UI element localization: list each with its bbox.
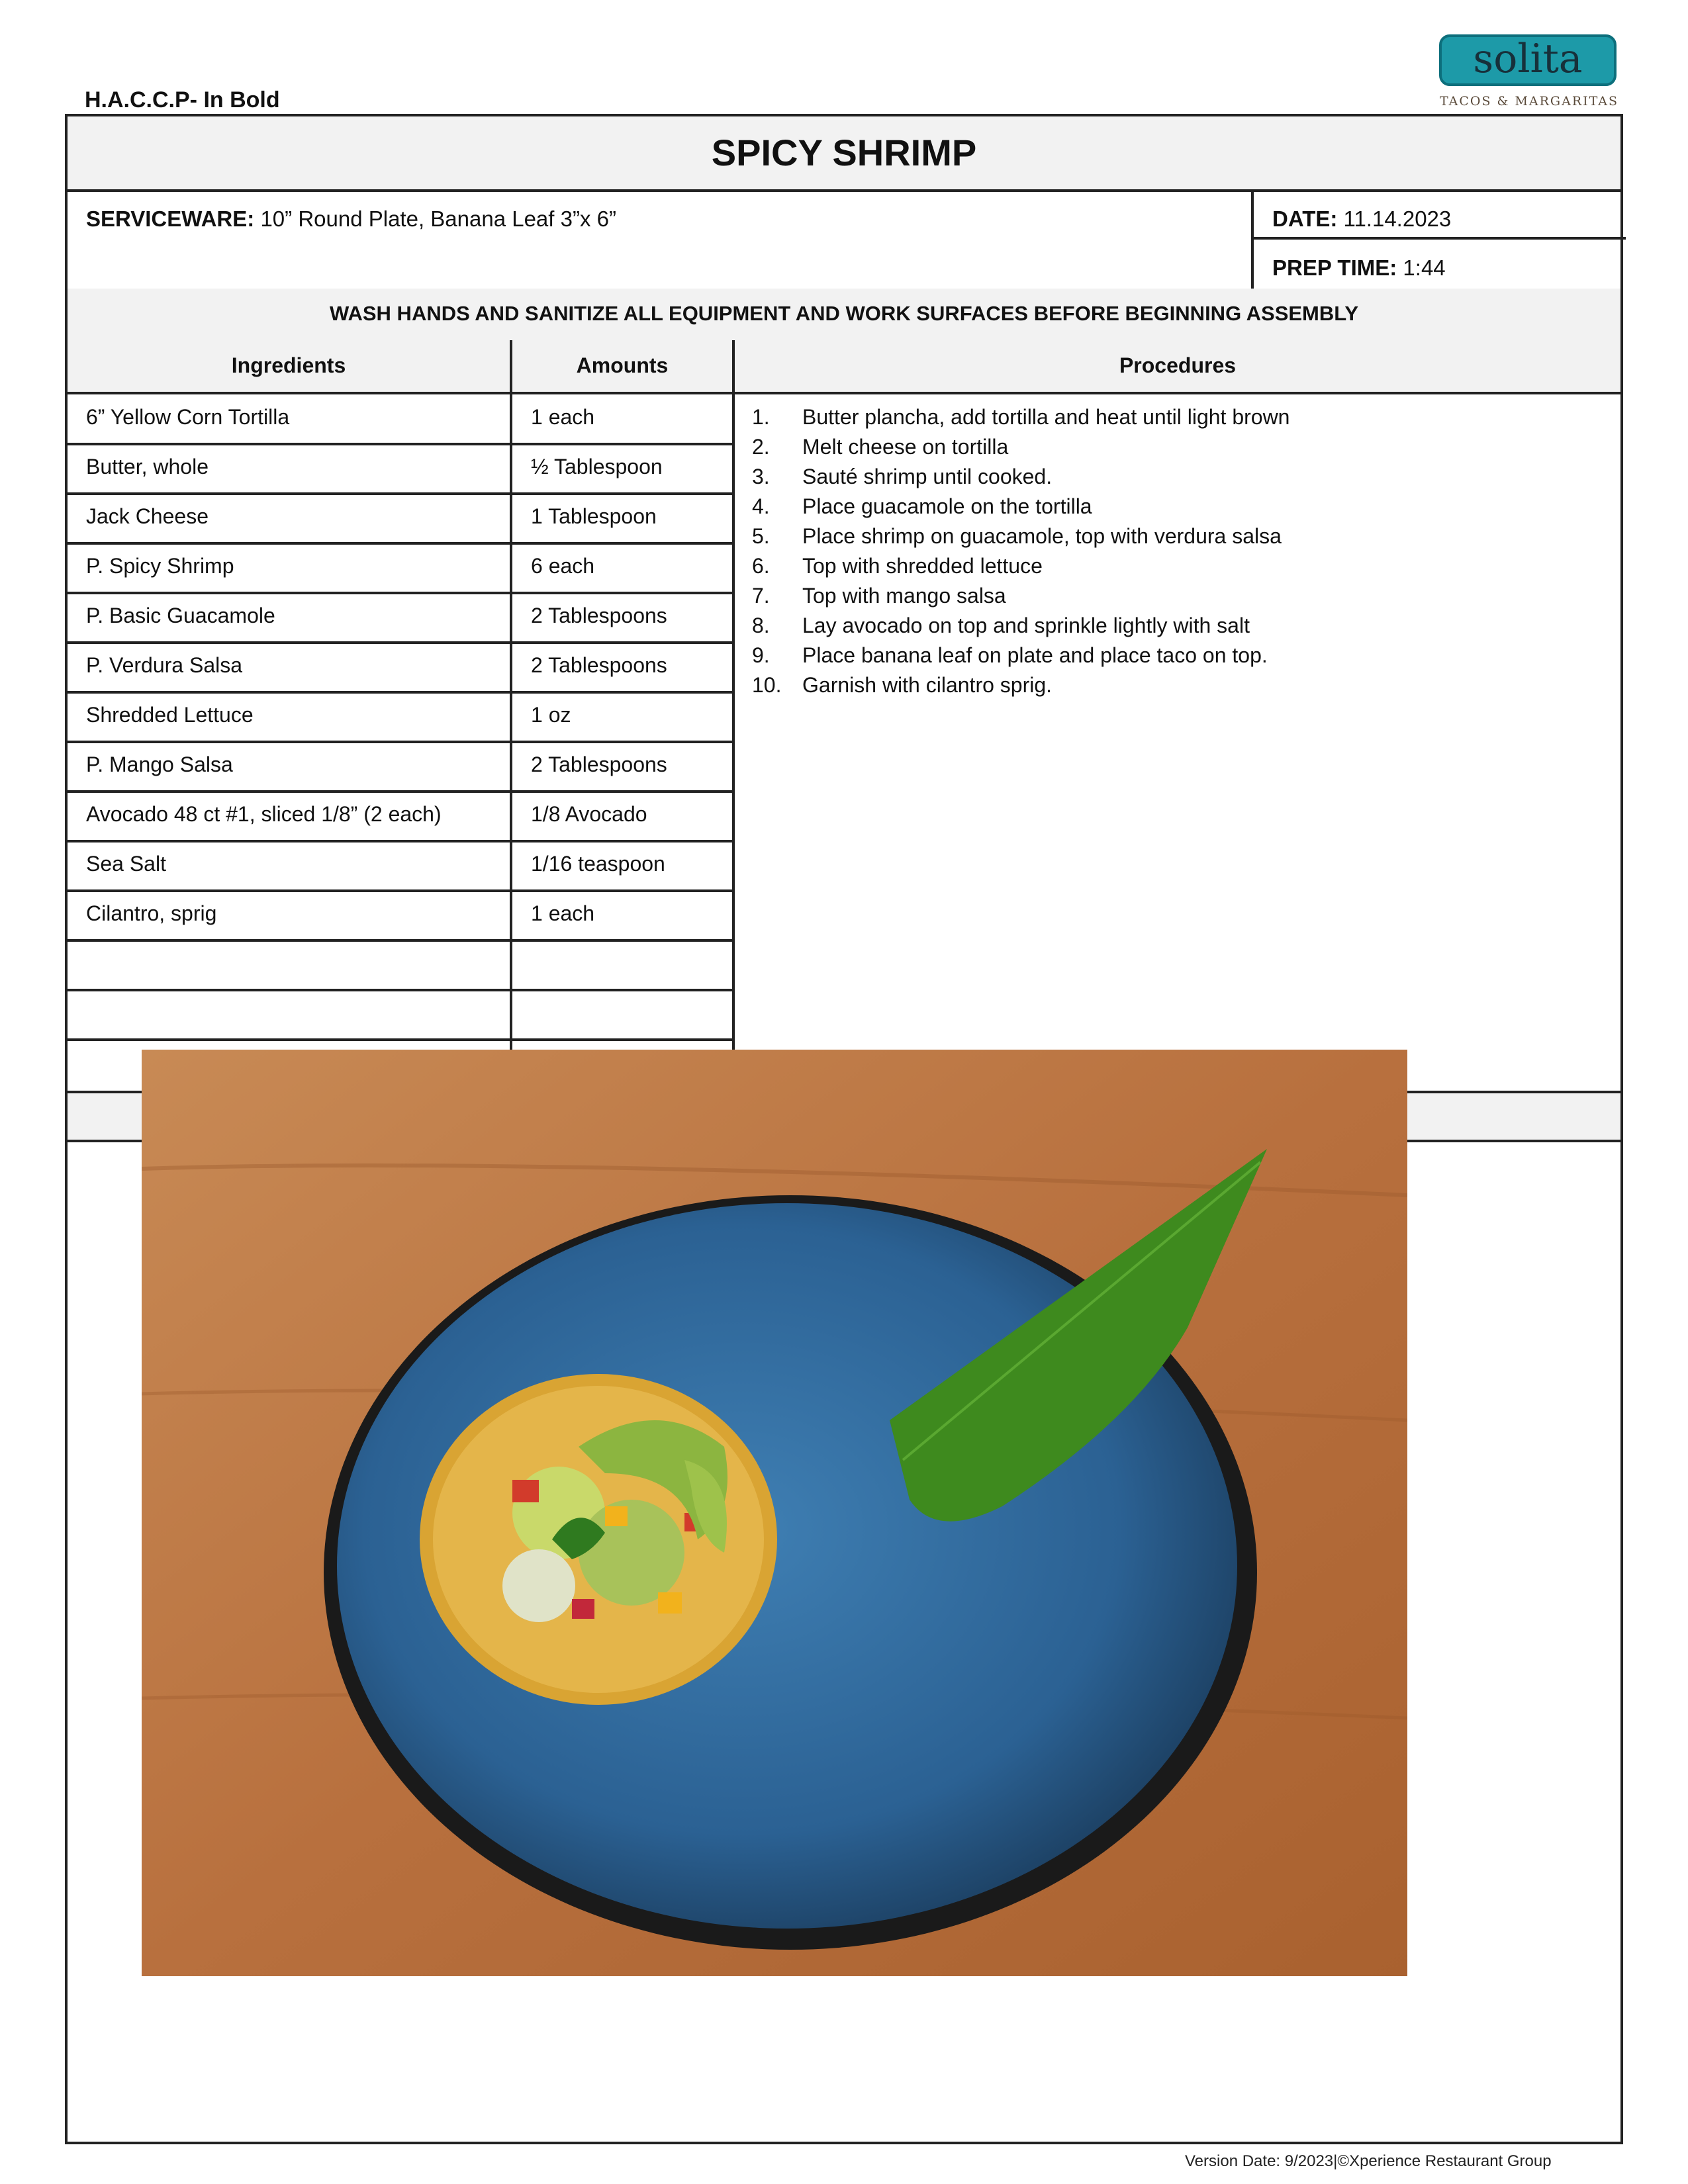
ingredient-name: Shredded Lettuce — [86, 703, 254, 727]
procedure-step: Place guacamole on the tortilla — [802, 494, 1092, 518]
ingredient-name: Avocado 48 ct #1, sliced 1/8” (2 each) — [86, 802, 442, 826]
ingredient-amount: 1 each — [531, 901, 595, 925]
procedure-step: Melt cheese on tortilla — [802, 435, 1009, 459]
procedure-number: 5. — [752, 524, 770, 548]
procedure-number: 2. — [752, 435, 770, 459]
footer-version: Version Date: 9/2023|©Xperience Restaurant Group — [1185, 2152, 1552, 2170]
ingredient-name: Sea Salt — [86, 852, 166, 876]
ingredient-name: 6” Yellow Corn Tortilla — [86, 405, 290, 429]
ingredient-amount: 2 Tablespoons — [531, 653, 667, 677]
procedure-number: 1. — [752, 405, 770, 429]
date-field: DATE: 11.14.2023 — [1272, 206, 1452, 231]
wash-notice: WASH HANDS AND SANITIZE ALL EQUIPMENT AND WORK SURFACES BEFORE BEGINNING ASSEMBLY — [329, 302, 1359, 325]
solita-logo — [1436, 32, 1622, 114]
procedure-step: Top with mango salsa — [802, 584, 1006, 608]
procedure-number: 7. — [752, 584, 770, 608]
ingredient-name: Cilantro, sprig — [86, 901, 217, 925]
procedure-number: 3. — [752, 465, 770, 488]
ingredient-name: Butter, whole — [86, 455, 209, 478]
ingredient-amount: 1/16 teaspoon — [531, 852, 665, 876]
procedure-number: 9. — [752, 643, 770, 667]
procedure-number: 6. — [752, 554, 770, 578]
procedure-step: Lay avocado on top and sprinkle lightly with salt — [802, 614, 1250, 637]
procedure-number: 10. — [752, 673, 782, 697]
wash-notice-row — [68, 289, 1620, 343]
procedure-step: Top with shredded lettuce — [802, 554, 1043, 578]
ingredient-amount: ½ Tablespoon — [531, 455, 663, 478]
ingredient-amount: 1 Tablespoon — [531, 504, 657, 528]
ingredient-amount: 1/8 Avocado — [531, 802, 647, 826]
prep-time-field: PREP TIME: 1:44 — [1272, 255, 1446, 280]
logo-wordmark: solita — [1439, 34, 1617, 86]
amounts-header: Amounts — [576, 353, 669, 377]
title-row — [68, 116, 1620, 192]
procedure-step: Place shrimp on guacamole, top with verdura salsa — [802, 524, 1282, 548]
table-header — [68, 340, 1620, 394]
ingredient-amount: 6 each — [531, 554, 595, 578]
logo-tagline: TACOS & MARGARITAS — [1439, 94, 1619, 109]
serviceware: SERVICEWARE: 10” Round Plate, Banana Leaf 3”x 6” — [86, 206, 616, 231]
dish-photo — [142, 1050, 1407, 1976]
haccp-note: H.A.C.C.P- In Bold — [85, 87, 280, 113]
procedure-step: Place banana leaf on plate and place taco on top. — [802, 643, 1268, 667]
ingredient-name: P. Basic Guacamole — [86, 604, 275, 627]
procedures-header: Procedures — [1119, 353, 1237, 377]
recipe-title: SPICY SHRIMP — [711, 132, 977, 173]
ingredient-name: P. Spicy Shrimp — [86, 554, 234, 578]
ingredient-name: P. Mango Salsa — [86, 752, 233, 776]
ingredient-name: P. Verdura Salsa — [86, 653, 243, 677]
ingredient-name: Jack Cheese — [86, 504, 209, 528]
procedure-step: Sauté shrimp until cooked. — [802, 465, 1053, 488]
procedure-step: Garnish with cilantro sprig. — [802, 673, 1053, 697]
procedure-number: 4. — [752, 494, 770, 518]
ingredient-amount: 2 Tablespoons — [531, 604, 667, 627]
procedure-number: 8. — [752, 614, 770, 637]
ingredients-header: Ingredients — [231, 353, 346, 377]
procedure-step: Butter plancha, add tortilla and heat until light brown — [802, 405, 1290, 429]
ingredient-amount: 1 oz — [531, 703, 571, 727]
ingredient-amount: 2 Tablespoons — [531, 752, 667, 776]
info-row — [68, 189, 1620, 291]
ingredient-amount: 1 each — [531, 405, 595, 429]
